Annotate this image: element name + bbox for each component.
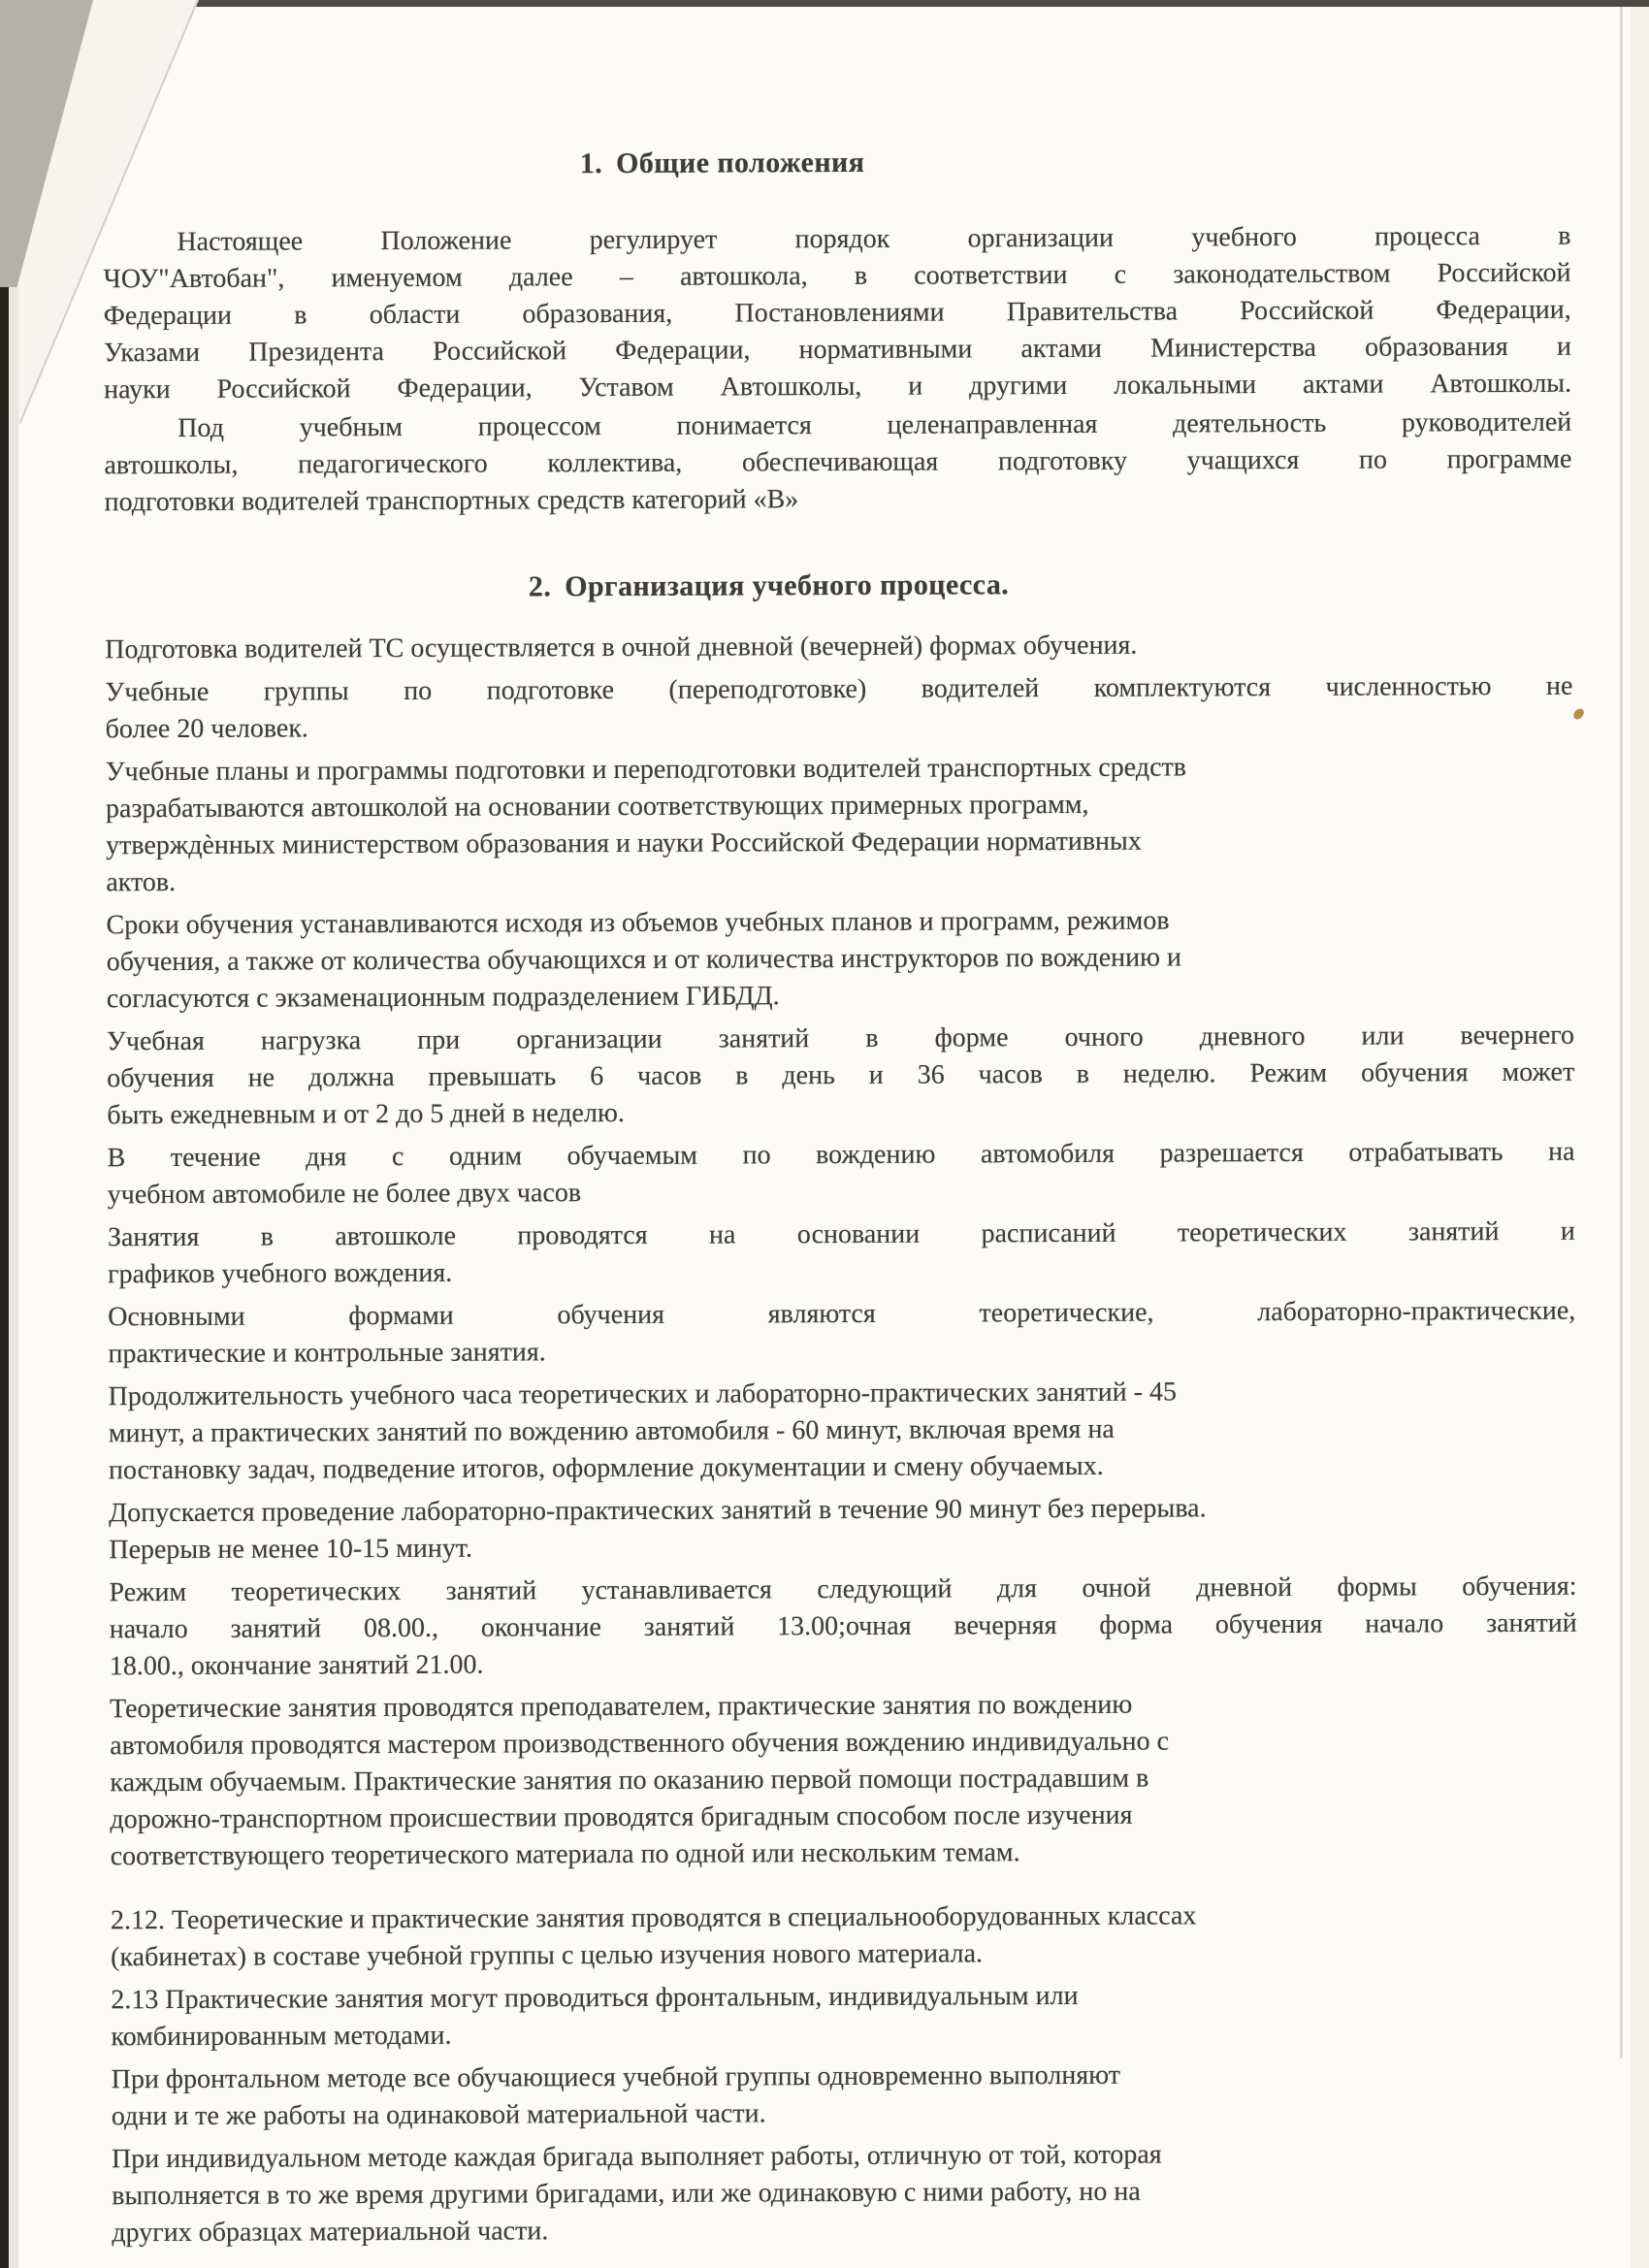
text-line: Подготовка водителей ТС осуществляется в очной дневной (вечерней) формах обучения. bbox=[105, 630, 1138, 665]
text-line: обучения не должна превышать 6 часов в день и 36 часов в неделю. Режим обучения может bbox=[107, 1056, 1575, 1094]
text-line: Занятия в автошколе проводятся на основании расписаний теоретических занятий и bbox=[107, 1215, 1575, 1253]
paragraph bbox=[109, 1373, 1576, 1490]
text-line: утверждѐнных министерством образования и науки Российской Федерации нормативных bbox=[106, 826, 1142, 861]
text-line: 2.13 Практические занятия могут проводиться фронтальным, индивидуальным или bbox=[111, 1980, 1079, 2016]
paragraph bbox=[108, 1214, 1575, 1294]
section-1-heading bbox=[0, 143, 1456, 184]
paragraph bbox=[109, 1489, 1576, 1570]
text-line: согласуются с экзаменационным подразделением ГИБДД. bbox=[106, 981, 780, 1015]
text-line: Учебные планы и программы подготовки и переподготовки водителей транспортных средств bbox=[105, 752, 1187, 788]
text-line: учебном автомобиле не более двух часов bbox=[107, 1178, 582, 1211]
text-line: Сроки обучения устанавливаются исходя из объемов учебных планов и программ, режимов bbox=[106, 905, 1170, 941]
text-line: одни и те же работы на одинаковой материальной части. bbox=[111, 2098, 766, 2132]
text-line: Учебные группы по подготовке (переподготовке) водителей комплектуются численностью не bbox=[105, 670, 1573, 708]
section-1 bbox=[103, 143, 1572, 522]
scan-top-edge bbox=[190, 0, 1649, 7]
text-line: Федерации в области образования, Постановлениями Правительства Российской Федерации, bbox=[103, 294, 1571, 332]
paragraph bbox=[104, 405, 1571, 522]
scan-left-edge-gap bbox=[9, 287, 18, 2268]
paragraph bbox=[107, 1018, 1574, 1135]
text-line: постановку задач, подведение итогов, оформление документации и смену обучаемых. bbox=[108, 1450, 1104, 1486]
text-line: комбинированным методами. bbox=[111, 2020, 452, 2053]
section-2 bbox=[105, 566, 1580, 2252]
text-line: графиков учебного вождения. bbox=[108, 1257, 453, 1290]
text-line: ЧОУ"Автобан", именуемом далее – автошкола, в соответствии с законодательством Российской bbox=[103, 257, 1571, 295]
paragraph bbox=[105, 626, 1572, 669]
document-page bbox=[103, 143, 1579, 2258]
paragraph bbox=[112, 2135, 1579, 2252]
paragraph bbox=[103, 218, 1571, 409]
text-line: соответствующего теоретического материала по одной или нескольким темам. bbox=[110, 1837, 1020, 1872]
text-line: Настоящее Положение регулирует порядок организации учебного процесса в bbox=[177, 220, 1571, 257]
paragraph bbox=[109, 1569, 1576, 1686]
paragraph bbox=[106, 901, 1573, 1019]
text-line: начало занятий 08.00., окончание занятий 13.00;очная вечерняя форма обучения начало занятий bbox=[109, 1607, 1577, 1645]
paragraph bbox=[111, 1896, 1578, 1977]
text-line: быть ежедневным и от 2 до 5 дней в неделю. bbox=[107, 1097, 625, 1131]
scan-ink-speck bbox=[1572, 707, 1586, 722]
text-line: При фронтальном методе все обучающиеся учебной группы одновременно выполняют bbox=[111, 2059, 1121, 2095]
paragraph bbox=[112, 2056, 1579, 2136]
text-line: Учебная нагрузка при организации занятий в форме очного дневного или вечернего bbox=[106, 1020, 1575, 1057]
section-2-heading bbox=[35, 566, 1503, 607]
text-line: разрабатываются автошколой на основании соответствующих примерных программ, bbox=[105, 789, 1089, 825]
text-line: Указами Президента Российской Федерации, нормативными актами Министерства образования и bbox=[103, 331, 1571, 369]
text-line: Теоретические занятия проводятся преподавателем, практические занятия по вождению bbox=[109, 1689, 1133, 1725]
text-line: автошколы, педагогического коллектива, обеспечивающая подготовку учащихся по программе bbox=[104, 443, 1572, 481]
text-line: каждым обучаемым. Практические занятия по оказанию первой помощи пострадавшим в bbox=[110, 1763, 1149, 1798]
scan-left-edge-strip bbox=[0, 287, 9, 2268]
paragraph bbox=[110, 1685, 1578, 1876]
section-1-paragraphs bbox=[103, 218, 1571, 522]
heading-number: 2. bbox=[528, 570, 552, 603]
text-line: При индивидуальном методе каждая бригада выполняет работы, отличную от той, которая bbox=[111, 2139, 1162, 2175]
text-line: дорожно-транспортном происшествии проводятся бригадным способом после изучения bbox=[110, 1799, 1133, 1835]
text-line: 2.12. Теоретические и практические занятия проводятся в специальнооборудованных классах bbox=[110, 1900, 1197, 1936]
text-line: Основными формами обучения являются теоретические, лабораторно-практические, bbox=[108, 1295, 1576, 1333]
text-line: Перерыв не менее 10-15 минут. bbox=[109, 1533, 473, 1566]
text-line: автомобиля проводятся мастером производственного обучения вождению индивидуально с bbox=[110, 1726, 1170, 1762]
text-line: Допускается проведение лабораторно-практических занятий в течение 90 минут без перерыва. bbox=[109, 1493, 1207, 1529]
paragraph bbox=[107, 1134, 1574, 1215]
text-line: более 20 человек. bbox=[105, 713, 308, 745]
text-line: (кабинетах) в составе учебной группы с целью изучения нового материала. bbox=[111, 1938, 984, 1973]
scan-page-right-edge-line bbox=[1620, 7, 1623, 2058]
text-line: Под учебным процессом понимается целенаправленная деятельность руководителей bbox=[178, 406, 1572, 443]
paragraph bbox=[111, 1976, 1578, 2057]
paragraph bbox=[106, 748, 1574, 902]
section-2-paragraphs bbox=[105, 626, 1579, 2252]
heading-title: Общие положения bbox=[616, 146, 865, 179]
text-line: актов. bbox=[106, 866, 177, 898]
heading-number: 1. bbox=[579, 147, 603, 180]
text-line: В течение дня с одним обучаемым по вождению автомобиля разрешается отрабатывать на bbox=[107, 1136, 1575, 1174]
text-line: выполняется в то же время другими бригадами, или же одинаковую с ними работу, но на bbox=[112, 2176, 1141, 2212]
paragraph bbox=[108, 1293, 1575, 1374]
text-line: Режим теоретических занятий устанавливается следующий для очной дневной формы обучения: bbox=[109, 1571, 1577, 1608]
text-line: подготовки водителей транспортных средств категорий «В» bbox=[104, 484, 799, 518]
text-line: практические и контрольные занятия. bbox=[108, 1337, 546, 1370]
text-line: минут, а практических занятий по вождению автомобиля - 60 минут, включая время на bbox=[108, 1413, 1115, 1449]
heading-title: Организация учебного процесса. bbox=[565, 568, 1010, 603]
scan-right-margin-band bbox=[1631, 7, 1649, 2268]
paragraph bbox=[105, 668, 1572, 749]
text-line: других образцах материальной части. bbox=[112, 2216, 549, 2249]
text-line: Продолжительность учебного часа теоретических и лабораторно-практических занятий - 45 bbox=[108, 1377, 1178, 1412]
text-line: науки Российской Федерации, Уставом Автошколы, и другими локальными актами Автошколы. bbox=[104, 368, 1572, 405]
text-line: обучения, а также от количества обучающихся и от количества инструкторов по вождению и bbox=[106, 942, 1182, 978]
text-line: 18.00., окончание занятий 21.00. bbox=[109, 1649, 484, 1682]
